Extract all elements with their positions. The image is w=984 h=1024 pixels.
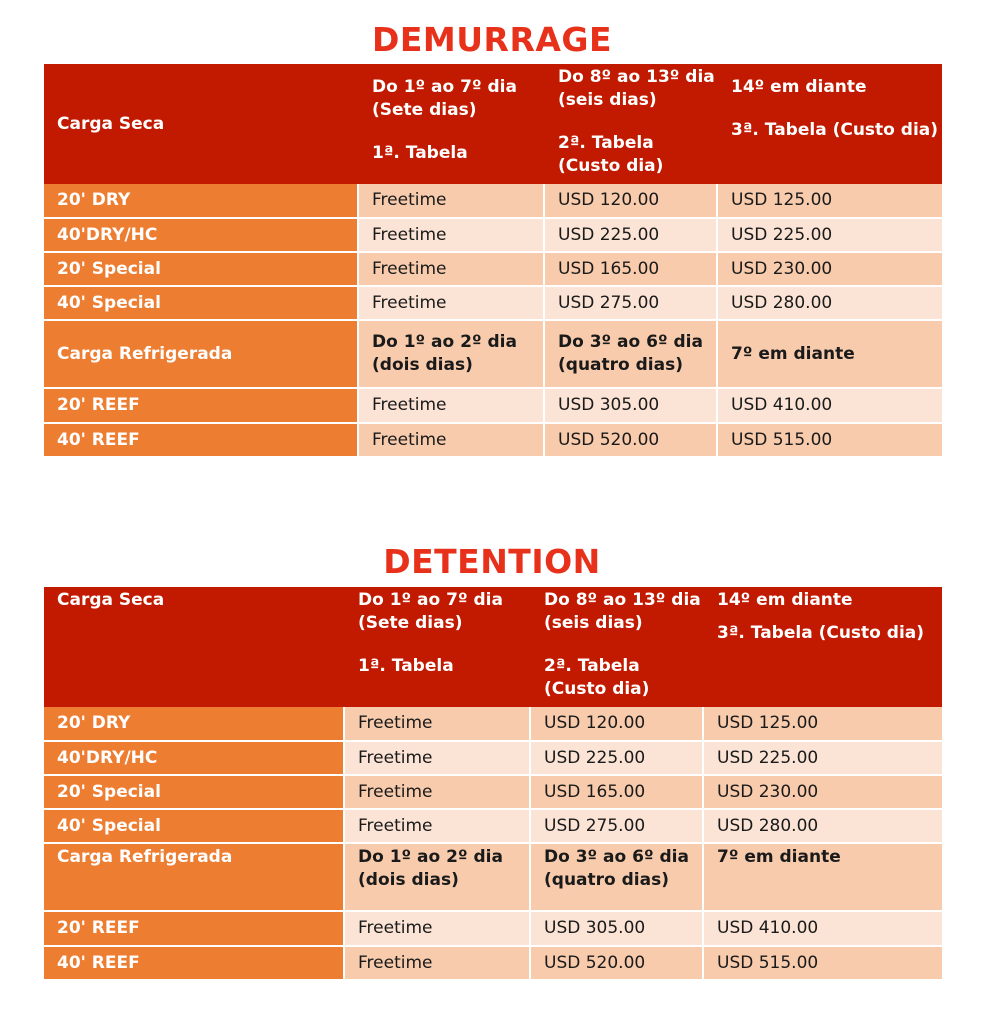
cell-value: USD 120.00 bbox=[545, 184, 718, 219]
cell-value: USD 225.00 bbox=[718, 219, 942, 253]
table-row bbox=[44, 742, 942, 776]
cell-value: USD 275.00 bbox=[545, 287, 718, 321]
row-label: 40' REEF bbox=[44, 424, 359, 458]
cell-value: USD 165.00 bbox=[545, 253, 718, 287]
header-table: 3ª. Tabela (Custo dia) bbox=[731, 119, 939, 140]
header-col-1 bbox=[359, 64, 545, 184]
header-col-3 bbox=[718, 64, 942, 184]
cell-value: Freetime bbox=[359, 184, 545, 219]
cell-value: Freetime bbox=[345, 947, 531, 981]
cell-value: USD 305.00 bbox=[545, 389, 718, 424]
cell-value: Freetime bbox=[345, 776, 531, 810]
header-table: 2ª. Tabela (Custo dia) bbox=[544, 655, 650, 699]
cell-value: USD 230.00 bbox=[718, 253, 942, 287]
cell-value: USD 520.00 bbox=[531, 947, 704, 981]
cell-value: USD 225.00 bbox=[545, 219, 718, 253]
row-label: 20' REEF bbox=[44, 389, 359, 424]
cell-value: Freetime bbox=[359, 424, 545, 458]
row-label: 20' REEF bbox=[44, 912, 345, 947]
header-col-1 bbox=[345, 587, 531, 707]
row-label: 20' DRY bbox=[44, 707, 345, 742]
cell-value: Freetime bbox=[345, 707, 531, 742]
detention-table bbox=[44, 587, 942, 981]
table-row bbox=[44, 287, 942, 321]
table-row bbox=[44, 776, 942, 810]
cell-value: USD 515.00 bbox=[704, 947, 942, 981]
cell-value: Do 3º ao 6º dia (quatro dias) bbox=[531, 844, 704, 912]
cell-value: USD 520.00 bbox=[545, 424, 718, 458]
cell-value: Do 1º ao 2º dia (dois dias) bbox=[359, 321, 545, 389]
header-period: Do 1º ao 7º dia (Sete dias) bbox=[372, 77, 517, 120]
cell-value: Freetime bbox=[359, 287, 545, 321]
row-label: 40' Special bbox=[44, 287, 359, 321]
row-label: Carga Refrigerada bbox=[44, 844, 345, 912]
table-row bbox=[44, 253, 942, 287]
header-table: 3ª. Tabela (Custo dia) bbox=[717, 622, 925, 643]
table-header-row bbox=[44, 64, 942, 184]
table-row bbox=[44, 389, 942, 424]
header-col-2 bbox=[531, 587, 704, 707]
cell-value: USD 125.00 bbox=[718, 184, 942, 219]
header-period: 14º em diante bbox=[731, 77, 867, 97]
reefer-header-row bbox=[44, 321, 942, 389]
cell-value: USD 230.00 bbox=[704, 776, 942, 810]
cell-value: USD 410.00 bbox=[718, 389, 942, 424]
header-label: Carga Seca bbox=[44, 64, 359, 184]
header-table: 2ª. Tabela (Custo dia) bbox=[558, 132, 664, 176]
cell-value: USD 225.00 bbox=[531, 742, 704, 776]
cell-value: USD 305.00 bbox=[531, 912, 704, 947]
table-row bbox=[44, 184, 942, 219]
header-period: Do 1º ao 7º dia (Sete dias) bbox=[358, 590, 503, 633]
header-col-3 bbox=[704, 587, 942, 707]
cell-value: USD 410.00 bbox=[704, 912, 942, 947]
section-title-detention: DETENTION bbox=[383, 542, 601, 581]
cell-value: USD 280.00 bbox=[718, 287, 942, 321]
row-label: 40' Special bbox=[44, 810, 345, 844]
cell-value: USD 120.00 bbox=[531, 707, 704, 742]
reefer-header-row bbox=[44, 844, 942, 912]
cell-value: 7º em diante bbox=[704, 844, 942, 912]
table-row bbox=[44, 912, 942, 947]
cell-value: USD 225.00 bbox=[704, 742, 942, 776]
cell-value: 7º em diante bbox=[718, 321, 942, 389]
cell-value: Freetime bbox=[359, 219, 545, 253]
table-header-row bbox=[44, 587, 942, 707]
table-row bbox=[44, 219, 942, 253]
cell-value: USD 515.00 bbox=[718, 424, 942, 458]
cell-value: Freetime bbox=[359, 389, 545, 424]
cell-value: USD 280.00 bbox=[704, 810, 942, 844]
row-label: 20' DRY bbox=[44, 184, 359, 219]
cell-value: Freetime bbox=[345, 810, 531, 844]
cell-value: USD 165.00 bbox=[531, 776, 704, 810]
row-label: 20' Special bbox=[44, 776, 345, 810]
table-row bbox=[44, 707, 942, 742]
demurrage-table bbox=[44, 64, 942, 458]
header-col-2 bbox=[545, 64, 718, 184]
header-label: Carga Seca bbox=[44, 587, 345, 707]
row-label: 40'DRY/HC bbox=[44, 219, 359, 253]
row-label: 20' Special bbox=[44, 253, 359, 287]
cell-value: Do 1º ao 2º dia (dois dias) bbox=[345, 844, 531, 912]
table-row bbox=[44, 810, 942, 844]
cell-value: USD 275.00 bbox=[531, 810, 704, 844]
header-table: 1ª. Tabela bbox=[372, 142, 468, 163]
cell-value: Do 3º ao 6º dia (quatro dias) bbox=[545, 321, 718, 389]
table-row bbox=[44, 424, 942, 458]
cell-value: Freetime bbox=[345, 912, 531, 947]
row-label: 40'DRY/HC bbox=[44, 742, 345, 776]
section-title-demurrage: DEMURRAGE bbox=[371, 20, 613, 59]
header-period: Do 8º ao 13º dia (seis dias) bbox=[558, 67, 715, 110]
table-row bbox=[44, 947, 942, 981]
header-period: Do 8º ao 13º dia (seis dias) bbox=[544, 590, 701, 633]
header-table: 1ª. Tabela bbox=[358, 655, 454, 676]
row-label: 40' REEF bbox=[44, 947, 345, 981]
row-label: Carga Refrigerada bbox=[44, 321, 359, 389]
header-period: 14º em diante bbox=[717, 590, 853, 610]
cell-value: USD 125.00 bbox=[704, 707, 942, 742]
cell-value: Freetime bbox=[345, 742, 531, 776]
cell-value: Freetime bbox=[359, 253, 545, 287]
